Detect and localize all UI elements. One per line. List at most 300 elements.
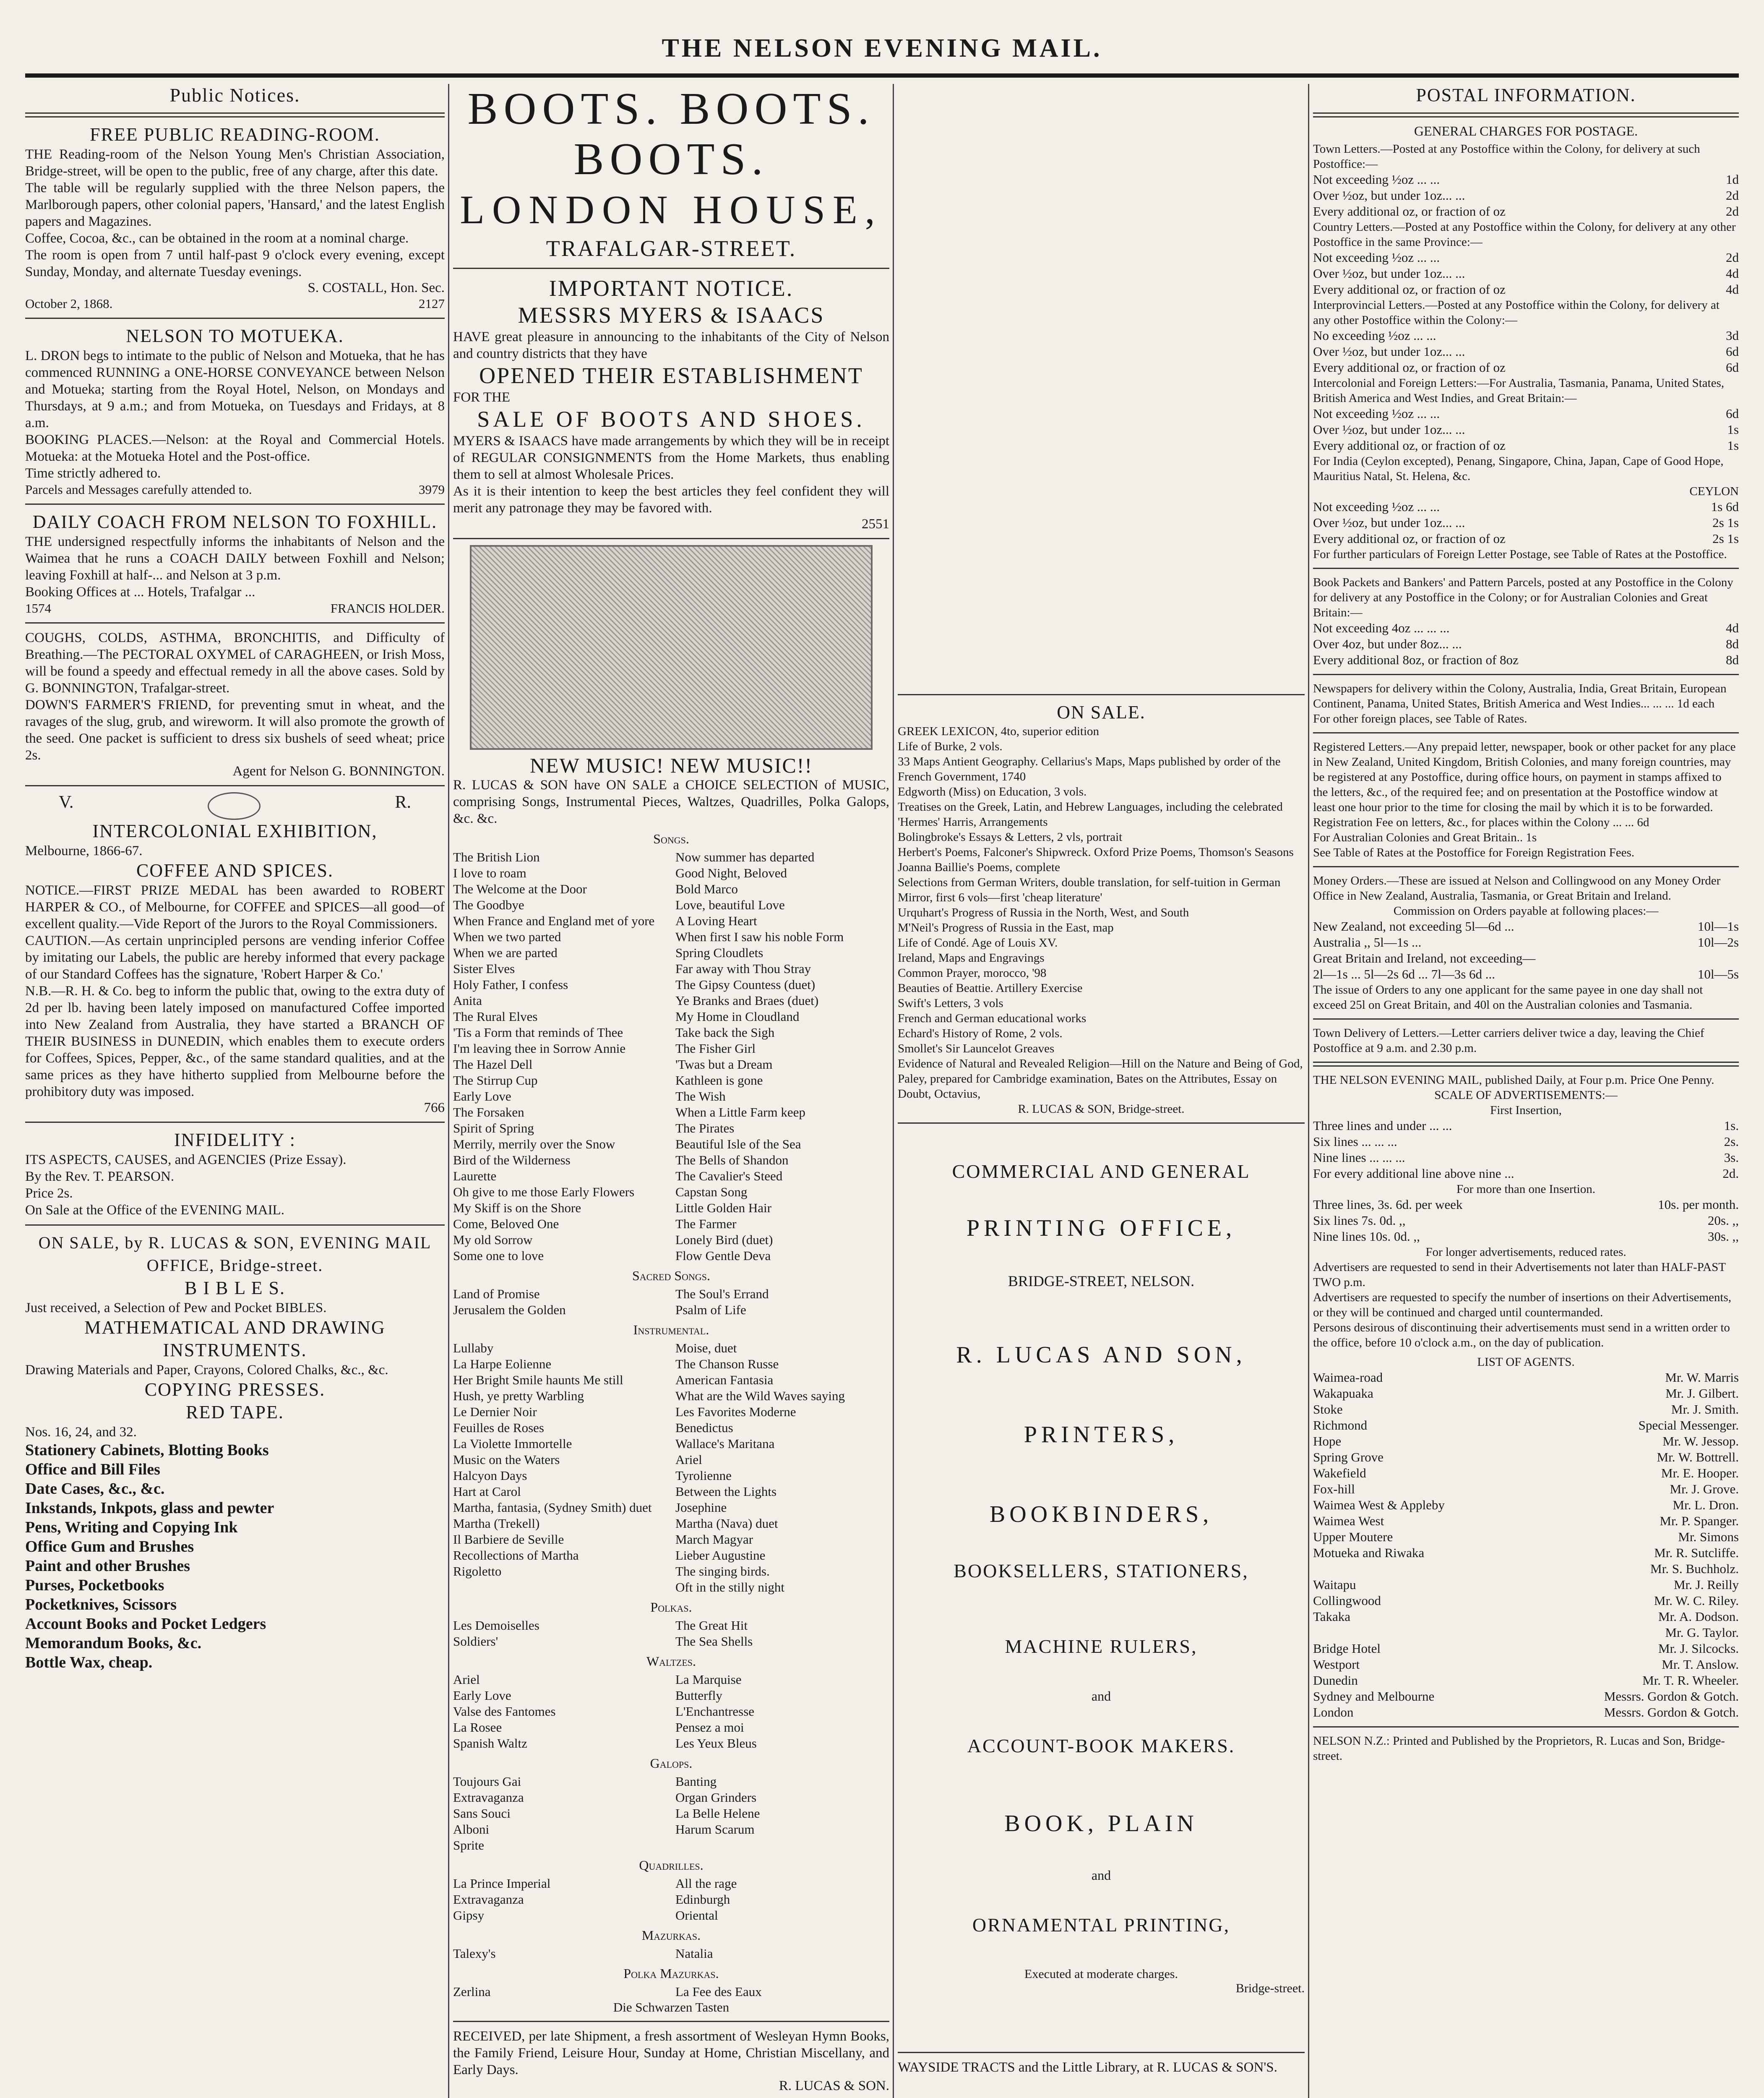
music-item: Far away with Thou Stray [675, 961, 811, 976]
rate-row-value: 2d [1726, 188, 1739, 203]
divider [453, 268, 889, 269]
crest-icon [208, 792, 261, 820]
notice-text: Nos. 16, 24, and 32. [25, 1425, 137, 1440]
music-item: La Harpe Eolienne [453, 1357, 552, 1371]
rate-row [1313, 1229, 1739, 1245]
music-item: My Home in Cloudland [675, 1009, 800, 1024]
notice-text: The table will be regularly supplied with the three Nelson papers, the Marlborough papers, other colonial papers, 'Hansard,' and the latest English papers and Magazines. [25, 180, 445, 229]
agents-table [1313, 1370, 1739, 1720]
rate-table [1313, 1197, 1739, 1245]
rate-row-value: 1s 6d [1711, 499, 1739, 514]
music-item: Ye Branks and Braes (duet) [675, 993, 819, 1008]
rate-row-value: 2s 1s [1712, 515, 1739, 530]
postal-text: See Table of Rates at the Postoffice for Foreign Registration Fees. [1313, 846, 1635, 859]
ad-line: BOOK, PLAIN [1004, 1811, 1198, 1837]
music-list-right [675, 849, 889, 1264]
music-item: Feuilles de Roses [453, 1420, 544, 1435]
masthead: THE NELSON EVENING MAIL. [662, 34, 1102, 63]
rate-table [1313, 620, 1739, 668]
notice-text: Just received, a Selection of Pew and Pocket BIBLES. [25, 1300, 327, 1315]
rate-row-label: Over ½oz, but under 1oz... ... [1313, 515, 1465, 530]
column-divider [1308, 84, 1309, 2098]
ad-line: BRIDGE-STREET, NELSON. [1008, 1273, 1195, 1289]
notice-text: Coffee, Cocoa, &c., can be obtained in the room at a nominal charge. [25, 231, 409, 246]
notice-subheading: Melbourne, 1866-67. [25, 843, 143, 859]
music-item: Zerlina [453, 1984, 491, 1999]
postal-subheading: GENERAL CHARGES FOR POSTAGE. [1414, 123, 1638, 138]
divider [1313, 568, 1739, 569]
music-item: Rigoletto [453, 1564, 502, 1579]
ad-line: BOOKSELLERS, STATIONERS, [954, 1560, 1249, 1581]
mail-text: Advertisers are requested to specify the number of insertions on their Advertisements, or they will be continued and charged until countermanded. [1313, 1291, 1732, 1319]
rate-row-label: Not exceeding ½oz ... ... [1313, 499, 1440, 514]
rate-row-label: For every additional line above nine ... [1313, 1166, 1514, 1181]
music-item: Her Bright Smile haunts Me still [453, 1373, 623, 1387]
rate-row-value: 3d [1726, 328, 1739, 343]
music-item: The British Lion [453, 850, 540, 864]
book-item: Smollet's Sir Launcelot Greaves [898, 1042, 1055, 1055]
rate-row-label: Not exceeding ½oz ... ... [1313, 172, 1440, 187]
music-item: The Stirrup Cup [453, 1073, 538, 1088]
notice-text: Parcels and Messages carefully attended to. [25, 482, 252, 497]
ad-number: 2127 [419, 296, 445, 311]
notice-text: N.B.—R. H. & Co. beg to inform the public that, owing to the extra duty of 2d per lb. having been lately imposed on manufactured Coffee imported into New Zealand from Australia, they have started a BRANCH OF THEIR BUSINESS in DUNEDIN, which enables them to execute orders for Coffees, Spices, Pepper, &c., of the same standard qualities, and at the same prices as they have hitherto supplied from Melbourne before the prohibitory duty was imposed. [25, 984, 445, 1099]
agent-row [1313, 1577, 1739, 1593]
music-ad [453, 754, 889, 2015]
divider [1313, 112, 1739, 117]
rate-row-label: Over ½oz, but under 1oz... ... [1313, 266, 1465, 281]
rate-row [1313, 438, 1739, 454]
divider [898, 694, 1305, 695]
music-item: A Loving Heart [675, 913, 757, 928]
music-item: When a Little Farm keep [675, 1105, 805, 1119]
agent-row-value: Mr. W. Jessop. [1662, 1434, 1739, 1448]
music-list [453, 1876, 889, 1923]
notice-text: On Sale at the Office of the EVENING MAIL. [25, 1203, 284, 1218]
divider [1313, 674, 1739, 675]
music-item: Love, beautiful Love [675, 898, 785, 912]
rate-row-value: 20s. ,, [1707, 1213, 1739, 1228]
signature: R. LUCAS & SON, Bridge-street. [1018, 1102, 1185, 1116]
agent-row-label: Waimea West & Appleby [1313, 1498, 1445, 1512]
reading-room-notice [25, 123, 445, 312]
book-item: Herbert's Poems, Falconer's Shipwreck. Oxford Prize Poems, Thomson's Seasons [898, 845, 1294, 859]
rate-row-value: 10l—1s [1697, 919, 1739, 934]
book-item: French and German educational works [898, 1012, 1087, 1025]
notice-text: By the Rev. T. PEARSON. [25, 1169, 175, 1184]
music-item: Die Schwarzen Tasten [613, 2000, 730, 2014]
postal-text: Newspapers for delivery within the Colony, Australia, India, Great Britain, European Continent, Panama, United States, British America and West Indies... ... ... 1d each [1313, 682, 1727, 710]
music-item: Oft in the stilly night [675, 1580, 785, 1594]
agent-row-label: Sydney and Melbourne [1313, 1689, 1435, 1704]
music-item: Flow Gentle Deva [675, 1248, 771, 1263]
music-item: The Gipsy Countess (duet) [675, 977, 816, 992]
rate-row-value: 1s [1727, 438, 1739, 453]
rate-table [1313, 499, 1739, 547]
agent-row [1313, 1545, 1739, 1561]
agent-row [1313, 1386, 1739, 1401]
agent-row-label: Westport [1313, 1657, 1360, 1672]
rate-row-value: 2d [1726, 204, 1739, 219]
music-item: Il Barbiere de Seville [453, 1532, 564, 1547]
ad-line: COMMERCIAL AND GENERAL [952, 1161, 1251, 1182]
notice-text: THE Reading-room of the Nelson Young Men's Christian Association, Bridge-street, will be open to the public, free of any charge, after this date. [25, 147, 445, 179]
postal-text: For Australian Colonies and Great Britain.. 1s [1313, 831, 1537, 844]
music-item: When France and England met of yore [453, 913, 655, 928]
music-item: Martha, fantasia, (Sydney Smith) duet [453, 1500, 652, 1515]
music-item: The Chanson Russe [675, 1357, 779, 1371]
music-item: Some one to love [453, 1248, 544, 1263]
ad-line: and [1091, 1688, 1111, 1704]
music-item: Tyrolienne [675, 1468, 732, 1483]
masthead-rule [25, 73, 1739, 78]
music-item: Music on the Waters [453, 1452, 560, 1467]
music-item: The Hazel Dell [453, 1057, 533, 1072]
mail-text: SCALE OF ADVERTISEMENTS:— [1434, 1088, 1618, 1102]
music-item: La Fee des Eaux [675, 1984, 762, 1999]
notice-text: COUGHS, COLDS, ASTHMA, BRONCHITIS, and Difficulty of Breathing.—The PECTORAL OXYMEL of CARAGHEEN, or Irish Moss, will be found a speedy and effectual remedy in all the above cases. Sold by G. BONNINGTON, Trafalgar-street. [25, 630, 445, 696]
music-category: Polkas. [650, 1600, 692, 1615]
postal-text: Registration Fee on letters, &c., for places within the Colony ... ... 6d [1313, 816, 1649, 829]
rate-row-value: 1d [1726, 172, 1739, 187]
ad-subheading: OPENED THEIR ESTABLISHMENT [479, 363, 863, 388]
music-item: The Great Hit [675, 1618, 748, 1633]
rate-row-value: 3s. [1724, 1150, 1739, 1165]
music-item: Psalm of Life [675, 1302, 746, 1317]
music-item: Capstan Song [675, 1185, 748, 1199]
agent-row [1313, 1465, 1739, 1481]
postal-text: Money Orders.—These are issued at Nelson and Collingwood on any Money Order Office in New Zealand, Australia, Tasmania, or Great Britain and Ireland. [1313, 874, 1721, 903]
agent-row-value: Mr. W. Marris [1665, 1370, 1739, 1385]
notice-text: ITS ASPECTS, CAUSES, and AGENCIES (Prize Essay). [25, 1152, 347, 1167]
rate-row-value: 4d [1726, 266, 1739, 281]
notice-text: L. DRON begs to intimate to the public of Nelson and Motueka, that he has commenced RUNNING a ONE-HORSE CONVEYANCE between Nelson and Motueka; starting from the Royal Hotel, Nelson, on Mondays and Thursdays, at 9 a.m.; and from Motueka, on Tuesdays and Fridays, at 8 a.m. [25, 348, 445, 431]
divider [1313, 1062, 1739, 1067]
music-item: Bird of the Wilderness [453, 1153, 571, 1167]
music-item: Edinburgh [675, 1892, 730, 1907]
music-item: Merrily, merrily over the Snow [453, 1137, 615, 1151]
rate-row [1313, 188, 1739, 204]
music-item: Sprite [453, 1838, 485, 1853]
rate-row [1313, 1150, 1739, 1166]
rate-row-label: Over 4oz, but under 8oz... ... [1313, 637, 1462, 651]
rate-row [1313, 950, 1739, 966]
rate-row-value: 2s. [1724, 1134, 1739, 1149]
rate-row [1313, 531, 1739, 547]
agent-row [1313, 1561, 1739, 1577]
notice-text: BOOKING PLACES.—Nelson: at the Royal and Commercial Hotels. Motueka: at the Motueka Hotel and the Post-office. [25, 432, 445, 464]
agent-row [1313, 1513, 1739, 1529]
music-item: Les Demoiselles [453, 1618, 539, 1633]
postal-text: Commission on Orders payable at following places:— [1393, 904, 1659, 918]
rate-row-label: No exceeding ½oz ... ... [1313, 328, 1436, 343]
music-item: Benedictus [675, 1420, 733, 1435]
postal-text: Town Letters.—Posted at any Postoffice within the Colony, for delivery at such Postoffice:— [1313, 142, 1700, 171]
music-item: Little Golden Hair [675, 1200, 771, 1215]
agent-row-value: Mr. W. C. Riley. [1654, 1593, 1739, 1608]
notice-heading: ON SALE, by R. LUCAS & SON, EVENING MAIL OFFICE, Bridge-street. [38, 1233, 432, 1275]
list-item: Date Cases, &c., &c. [25, 1480, 165, 1498]
agent-row [1313, 1625, 1739, 1641]
ad-subheading: SALE OF BOOTS AND SHOES. [477, 407, 865, 432]
agent-row [1313, 1688, 1739, 1704]
list-item: Office and Bill Files [25, 1461, 160, 1478]
agent-row-label: Fox-hill [1313, 1482, 1355, 1496]
music-list [453, 1618, 889, 1649]
music-item: The Farmer [675, 1216, 737, 1231]
music-item: The Pirates [675, 1121, 735, 1135]
postal-text: Intercolonial and Foreign Letters:—For Australia, Tasmania, Panama, United States, British America and West Indies, and Great Britain:— [1313, 376, 1724, 405]
ad-line: ACCOUNT-BOOK MAKERS. [967, 1735, 1235, 1756]
music-item: Le Dernier Noir [453, 1404, 537, 1419]
divider [25, 1224, 445, 1226]
list-item: Memorandum Books, &c. [25, 1634, 202, 1652]
imprint: NELSON N.Z.: Printed and Published by the Proprietors, R. Lucas and Son, Bridge-street. [1313, 1734, 1725, 1763]
book-item: 33 Maps Antient Geography. Cellarius's Maps, Maps published by order of the French Government, 1740 [898, 755, 1281, 783]
music-item: Sans Souci [453, 1806, 511, 1821]
book-item: Life of Burke, 2 vols. [898, 740, 1003, 753]
music-item: Alboni [453, 1822, 490, 1837]
agent-row-label: Dunedin [1313, 1673, 1358, 1688]
music-item: Extravaganza [453, 1892, 524, 1907]
agent-row [1313, 1657, 1739, 1673]
rate-row-value: 4d [1726, 282, 1739, 297]
agent-row-value: Messrs. Gordon & Gotch. [1604, 1689, 1739, 1704]
rate-row [1313, 360, 1739, 376]
mail-text: Persons desirous of discontinuing their advertisements must send in a written order to the office, before 10 o'clock a.m., on the day of publication. [1313, 1321, 1730, 1349]
infidelity-notice [25, 1129, 445, 1219]
rate-table [1313, 328, 1739, 376]
music-item: The Welcome at the Door [453, 882, 587, 896]
divider [25, 112, 445, 117]
ad-text: HAVE great pleasure in announcing to the inhabitants of the City of Nelson and country districts that they have [453, 329, 889, 361]
music-item: Harum Scarum [675, 1822, 755, 1837]
rate-table [1313, 919, 1739, 982]
column-2 [453, 84, 889, 2098]
rate-table [1313, 250, 1739, 297]
agent-row-value: Mr. J. Silcocks. [1658, 1641, 1739, 1656]
notice-text: Drawing Materials and Paper, Crayons, Colored Chalks, &c., &c. [25, 1362, 388, 1378]
music-item: When first I saw his noble Form [675, 929, 844, 944]
postal-text: Registered Letters.—Any prepaid letter, newspaper, book or other packet for any place in New Zealand, United Kingdom, British Colonies, and many foreign countries, may be registered at any Postoffice, during office hours, on payment in stamps affixed to the letters, &c., of the required fee; and on presentation at the Postoffice window at least one hour prior to the time for closing the mail by which it is to be forwarded. [1313, 740, 1736, 814]
book-item: Treatises on the Greek, Latin, and Hebrew Languages, including the celebrated 'Hermes' Harris, Arrangements [898, 800, 1283, 829]
rate-row [1313, 1213, 1739, 1229]
mail-text: THE NELSON EVENING MAIL, published Daily, at Four p.m. Price One Penny. [1313, 1073, 1714, 1087]
notice-text: THE undersigned respectfully informs the inhabitants of Nelson and the Waimea that he runs a COACH DAILY between Foxhill and Nelson; leaving Foxhill at half-... and Nelson at 3 p.m. [25, 534, 445, 583]
music-category: Mazurkas. [641, 1928, 701, 1943]
rate-row-value: 6d [1726, 406, 1739, 421]
divider [453, 2021, 889, 2022]
wayside-notice: WAYSIDE TRACTS and the Little Library, at R. LUCAS & SON'S. [898, 2060, 1277, 2075]
music-item: La Rosee [453, 1720, 502, 1735]
music-item: Spanish Waltz [453, 1736, 527, 1751]
notice-text: The room is open from 7 until half-past 9 o'clock every evening, except Sunday, Monday, and alternate Tuesday evenings. [25, 248, 445, 279]
ad-line: MACHINE RULERS, [1005, 1636, 1198, 1657]
ad-subheading: TRAFALGAR-STREET. [546, 236, 797, 261]
rate-row-label: Australia ,, 5l—1s ... [1313, 935, 1422, 950]
music-list-left [453, 849, 667, 1264]
book-item: Common Prayer, morocco, '98 [898, 966, 1047, 980]
agent-row [1313, 1481, 1739, 1497]
music-item: Martha (Nava) duet [675, 1516, 778, 1531]
notice-heading: INFIDELITY : [174, 1130, 296, 1150]
rate-row-value: 8d [1726, 637, 1739, 651]
rate-row [1313, 1166, 1739, 1182]
list-item: Office Gum and Brushes [25, 1538, 194, 1555]
agent-row-label: Hope [1313, 1434, 1342, 1448]
bibles-heading: B I B L E S. [185, 1278, 285, 1298]
music-category: Songs. [653, 831, 689, 846]
column-divider [448, 84, 449, 2098]
music-item: Talexy's [453, 1946, 496, 1961]
book-item: Edgworth (Miss) on Education, 3 vols. [898, 785, 1087, 798]
rate-column-header: CEYLON [1689, 485, 1739, 498]
rate-row-label: Three lines, 3s. 6d. per week [1313, 1197, 1463, 1212]
signature: FRANCIS HOLDER. [330, 601, 445, 616]
book-item: Ireland, Maps and Engravings [898, 951, 1045, 965]
rate-row [1313, 204, 1739, 219]
agent-row-label: Spring Grove [1313, 1450, 1384, 1464]
agent-row [1313, 1433, 1739, 1449]
mail-text: For longer advertisements, reduced rates. [1425, 1245, 1626, 1259]
divider [25, 318, 445, 319]
music-item: Ariel [453, 1672, 480, 1687]
divider [1313, 732, 1739, 733]
agent-row-value: Messrs. Gordon & Gotch. [1604, 1705, 1739, 1720]
music-item: Hush, ye pretty Warbling [453, 1388, 584, 1403]
book-item: Evidence of Natural and Revealed Religion—Hill on the Nature and Being of God, Paley, prepared for Cambridge examination, Bates on the Attributes, Essay on Doubt, Octavius, [898, 1057, 1303, 1101]
music-item: Banting [675, 1774, 717, 1789]
divider [25, 1122, 445, 1123]
music-item: Halcyon Days [453, 1468, 527, 1483]
postal-text: Book Packets and Bankers' and Pattern Parcels, posted at any Postoffice in the Colony for delivery at any Postoffice in the Colony; or for Australian Colonies and Great Britain:— [1313, 576, 1733, 619]
column-4 [1313, 84, 1739, 2098]
agent-row [1313, 1370, 1739, 1386]
music-item: Recollections of Martha [453, 1548, 579, 1563]
music-item: L'Enchantresse [675, 1704, 755, 1719]
copying-heading: COPYING PRESSES. [144, 1379, 326, 1400]
rate-row-value: 30s. ,, [1707, 1229, 1739, 1244]
music-item: Take back the Sigh [675, 1025, 775, 1040]
music-instruments-engraving [470, 545, 873, 750]
agent-row-value: Mr. R. Sutcliffe. [1654, 1545, 1739, 1560]
rate-row [1313, 620, 1739, 636]
music-item: The Forsaken [453, 1105, 524, 1119]
agent-row-value: Mr. L. Dron. [1673, 1498, 1739, 1512]
ad-number: 2551 [862, 517, 889, 532]
music-item: Early Love [453, 1688, 511, 1703]
music-item: Bold Marco [675, 882, 738, 896]
agent-row-label: London [1313, 1705, 1354, 1720]
ad-subheading: MESSRS MYERS & ISAACS [518, 303, 825, 328]
agent-row-label: Wakefield [1313, 1466, 1366, 1480]
rate-row-label: Over ½oz, but under 1oz... ... [1313, 422, 1465, 437]
agent-row-value: Mr. A. Dodson. [1658, 1609, 1739, 1624]
rate-row [1313, 172, 1739, 188]
music-item: Anita [453, 993, 482, 1008]
music-item: Extravaganza [453, 1790, 524, 1805]
music-item: Jerusalem the Golden [453, 1302, 566, 1317]
ad-line: BOOKBINDERS, [989, 1501, 1213, 1527]
rate-row-value: 10l—5s [1697, 967, 1739, 981]
motueka-notice [25, 325, 445, 498]
book-list [898, 724, 1305, 1101]
rate-row [1313, 1197, 1739, 1213]
music-category: Galops. [650, 1756, 693, 1771]
crest-letter: R. [395, 793, 411, 812]
notice-text: Time strictly adhered to. [25, 466, 161, 481]
coughs-notice [25, 629, 445, 779]
ad-line: PRINTING OFFICE, [966, 1215, 1236, 1241]
music-item: Josephine [675, 1500, 727, 1515]
book-item: Echard's History of Rome, 2 vols. [898, 1027, 1063, 1040]
agent-row-value: Mr. T. R. Wheeler. [1642, 1673, 1739, 1688]
stationery-notice [25, 1232, 445, 1672]
divider [1313, 866, 1739, 867]
music-item: All the rage [675, 1876, 737, 1891]
rate-row [1313, 515, 1739, 531]
book-item: Bolingbroke's Essays & Letters, 2 vls, portrait [898, 830, 1123, 844]
rate-row-value: 6d [1726, 344, 1739, 359]
rate-row-label: New Zealand, not exceeding 5l—6d ... [1313, 919, 1514, 934]
music-item: I love to roam [453, 866, 526, 880]
list-item: Account Books and Pocket Ledgers [25, 1615, 266, 1633]
music-item: Soldiers' [453, 1634, 498, 1649]
mail-text: Advertisers are requested to send in their Advertisements not later than HALF-PAST TWO p.m. [1313, 1260, 1726, 1289]
ad-heading: ON SALE. [1057, 702, 1146, 723]
rate-row-label: Six lines 7s. 0d. ,, [1313, 1213, 1406, 1228]
postal-text: The issue of Orders to any one applicant for the same payee in one day shall not exceed 25l on Great Britain, and 40l on the Australian colonies and Tasmania. [1313, 983, 1703, 1012]
music-item: Early Love [453, 1089, 511, 1104]
rate-row-value: 10l—2s [1697, 935, 1739, 950]
agent-row-value: Mr. T. Anslow. [1662, 1657, 1739, 1672]
agent-row-value: Mr. Simons [1678, 1529, 1739, 1544]
list-item: Pocketknives, Scissors [25, 1596, 177, 1613]
music-item: The Fisher Girl [675, 1041, 756, 1056]
music-item: My Skiff is on the Shore [453, 1200, 581, 1215]
music-item: Good Night, Beloved [675, 866, 787, 880]
rate-row [1313, 328, 1739, 344]
music-item: Hart at Carol [453, 1484, 521, 1499]
agent-row [1313, 1609, 1739, 1625]
london-house-ad [453, 84, 889, 532]
music-item: The singing birds. [675, 1564, 770, 1579]
postal-text: Country Letters.—Posted at any Postoffice within the Colony, for delivery at any other Postoffice in the same Province:— [1313, 220, 1736, 249]
rate-row-value: 1s. [1724, 1118, 1739, 1133]
book-item: Swift's Letters, 3 vols [898, 997, 1003, 1010]
music-category: Instrumental. [633, 1322, 709, 1337]
rate-row [1313, 1118, 1739, 1134]
music-category: Sacred Songs. [632, 1268, 711, 1283]
notice-text: Price 2s. [25, 1186, 73, 1201]
instruments-heading: MATHEMATICAL AND DRAWING INSTRUMENTS. [84, 1317, 386, 1360]
music-item: The Wish [675, 1089, 726, 1104]
divider [1313, 1726, 1739, 1727]
music-item: Valse des Fantomes [453, 1704, 556, 1719]
postal-text: Interprovincial Letters.—Posted at any Postoffice within the Colony, for delivery at any other Postoffice within the Colony:— [1313, 298, 1720, 327]
book-item: GREEK LEXICON, 4to, superior edition [898, 725, 1100, 738]
rate-row [1313, 406, 1739, 422]
notice-heading: DAILY COACH FROM NELSON TO FOXHILL. [32, 511, 438, 532]
signature: S. COSTALL, Hon. Sec. [307, 280, 445, 295]
rate-row-value: 1s [1727, 422, 1739, 437]
music-item: Between the Lights [675, 1484, 777, 1499]
ad-number: 766 [424, 1100, 445, 1115]
agent-row [1313, 1704, 1739, 1720]
postal-text: For other foreign places, see Table of Rates. [1313, 712, 1527, 725]
agent-row [1313, 1673, 1739, 1688]
rate-row-label: Great Britain and Ireland, not exceeding— [1313, 951, 1536, 965]
